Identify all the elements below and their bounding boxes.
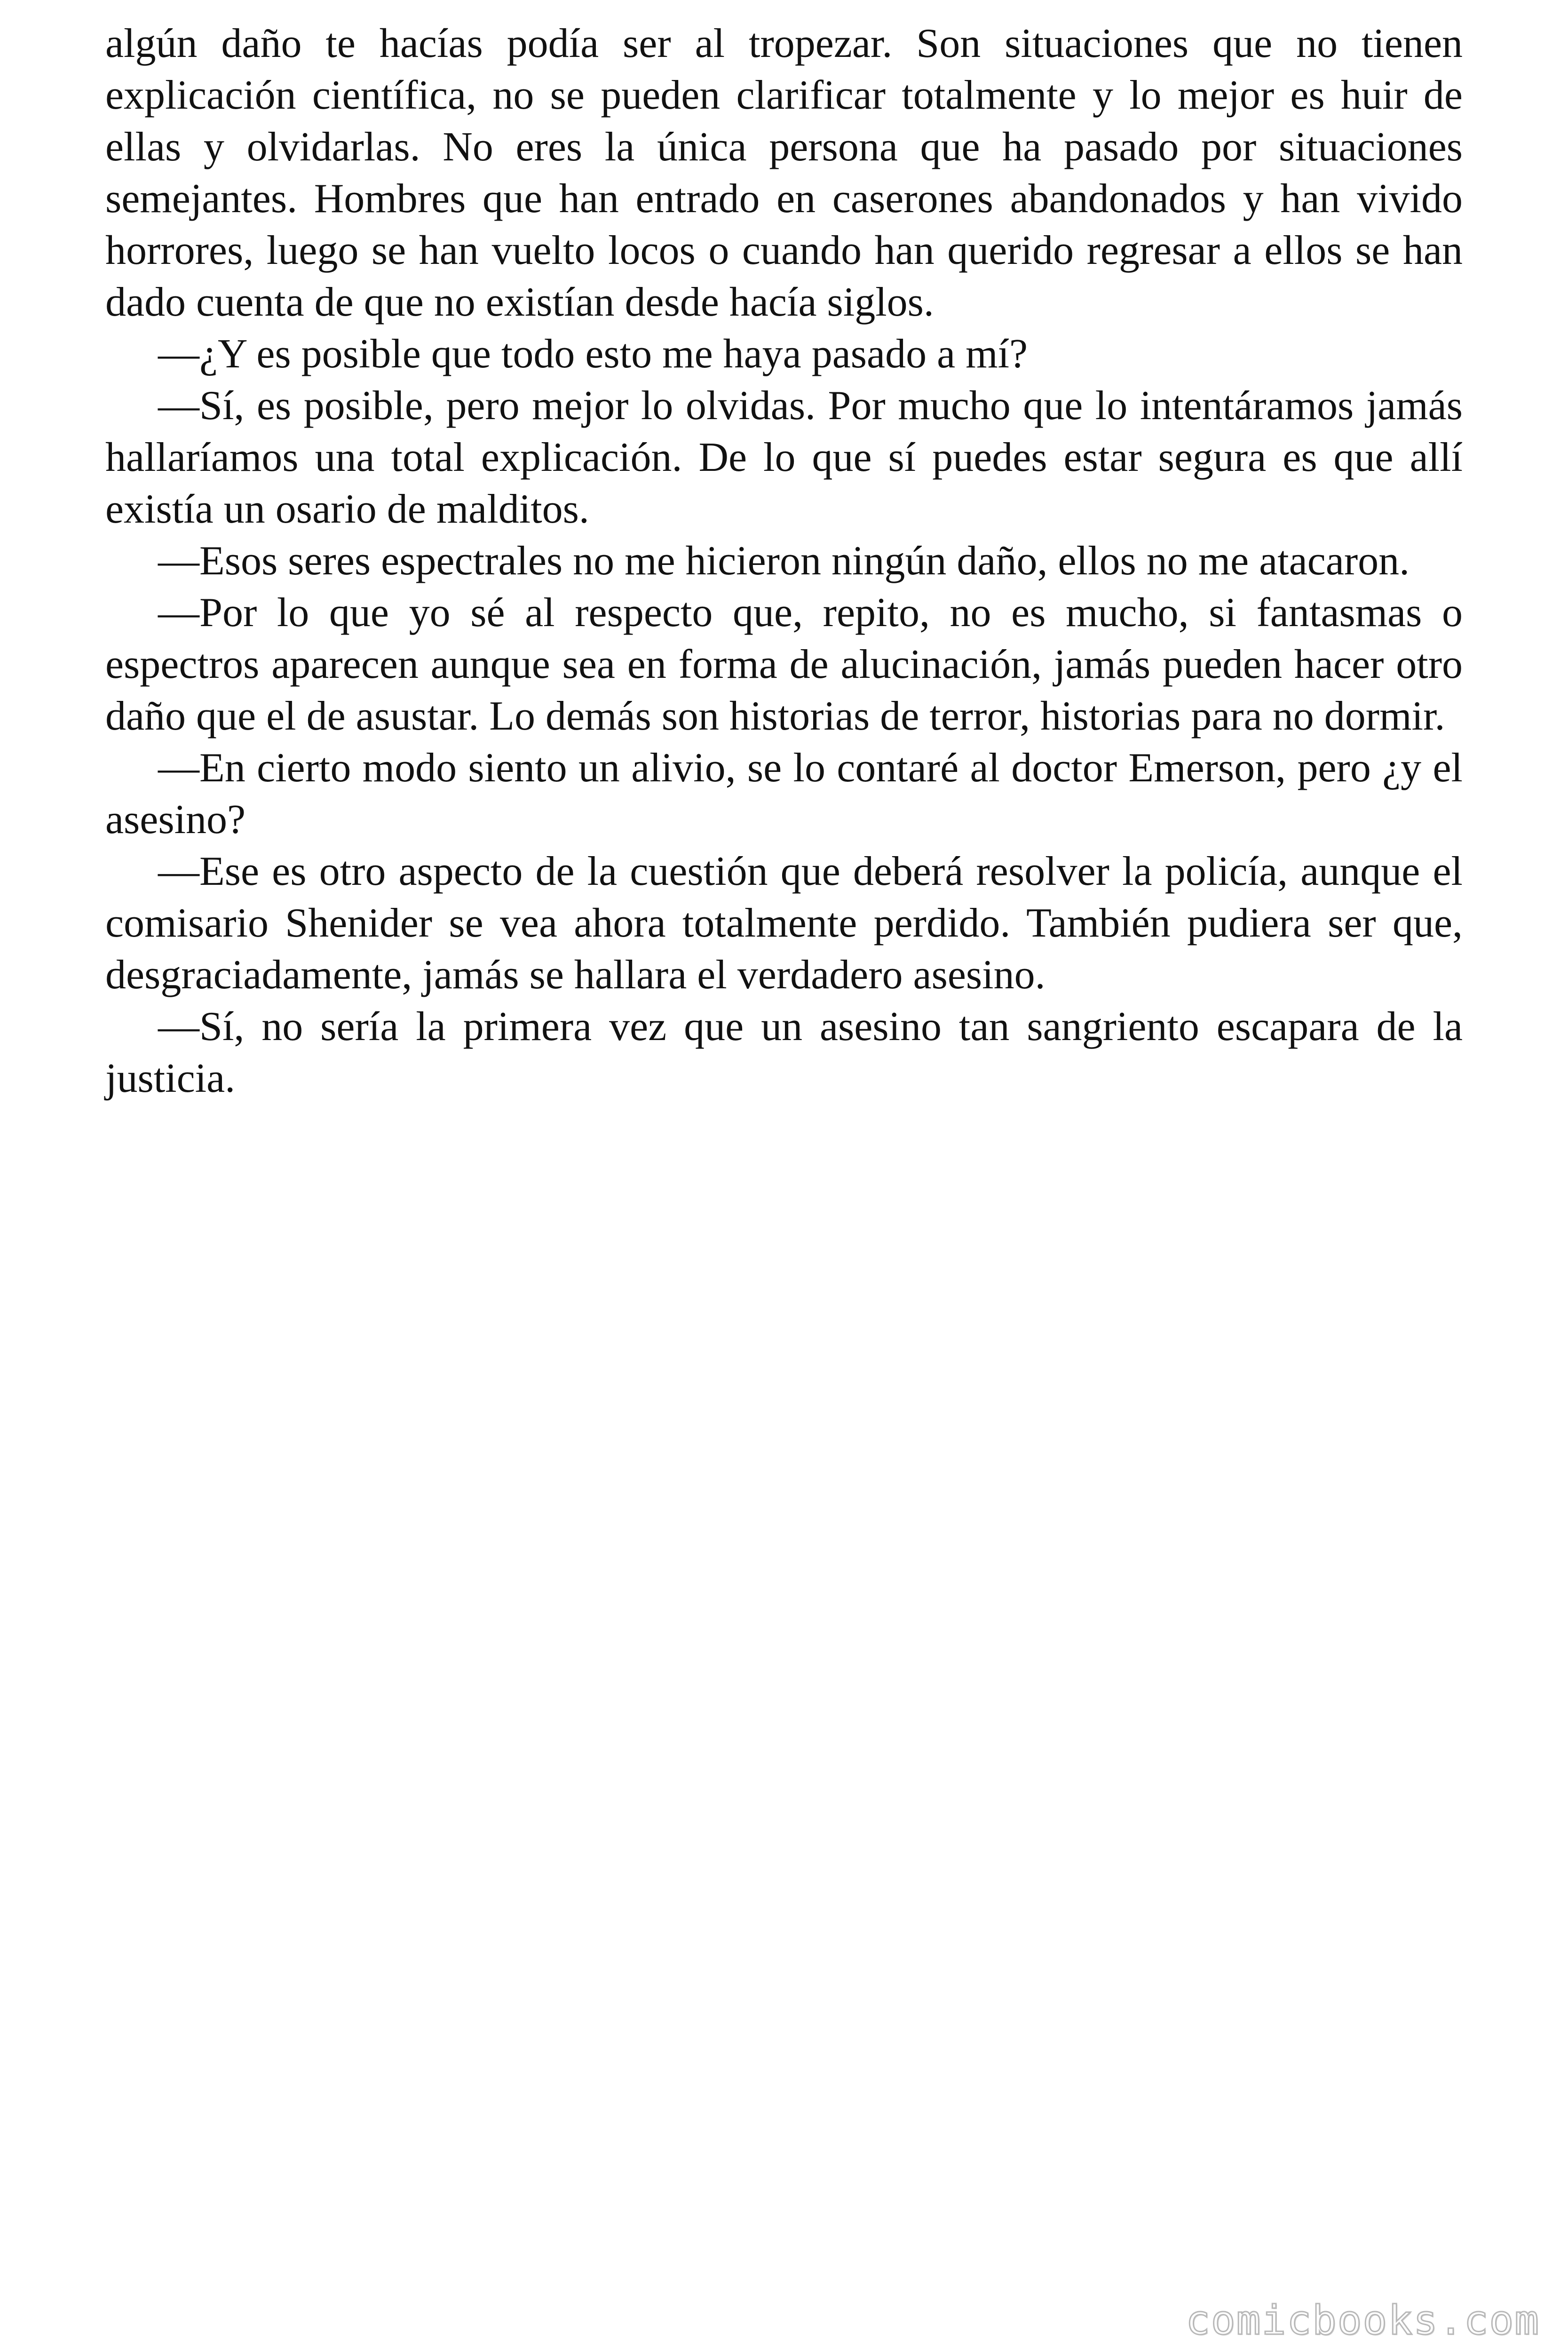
dialogue-paragraph: —Sí, es posible, pero mejor lo olvidas. Por mucho que lo intentáramos jamás hallaríamos una total explicación. De lo que sí puedes estar segura es que allí existía un osario de malditos. (105, 383, 1463, 532)
dialogue-paragraph: —Ese es otro aspecto de la cuestión que deberá resolver la policía, aunque el comisario Shenider se vea ahora totalmente perdido. También pudiera ser que, desgraciadamente, jamás se hallara el verdadero asesino. (105, 849, 1463, 998)
dialogue-paragraph: —En cierto modo siento un alivio, se lo contaré al doctor Emerson, pero ¿y el asesino? (105, 745, 1463, 842)
site-watermark: comicbooks.com (1186, 2297, 1540, 2344)
dialogue-paragraph: —Sí, no sería la primera vez que un asesino tan sangriento escapara de la justicia. (105, 1004, 1463, 1101)
dialogue-paragraph: —Por lo que yo sé al respecto que, repito, no es mucho, si fantasmas o espectros aparecen aunque sea en forma de alucinación, jamás pueden hacer otro daño que el de asustar. Lo demás son historias de terror, historias para no dormir. (105, 590, 1463, 739)
dialogue-paragraph: —Esos seres espectrales no me hicieron ningún daño, ellos no me atacaron. (158, 538, 1410, 584)
body-text (105, 18, 1463, 1104)
paragraph-continuation: algún daño te hacías podía ser al tropezar. Son situaciones que no tienen explicación científica, no se pueden clarificar totalmente y lo mejor es huir de ellas y olvidarlas. No eres la única persona que ha pasado por situaciones semejantes. Hombres que han entrado en caserones abandonados y han vivido horrores, luego se han vuelto locos o cuando han querido regresar a ellos se han dado cuenta de que no existían desde hacía siglos. (105, 21, 1463, 325)
dialogue-paragraph: —¿Y es posible que todo esto me haya pasado a mí? (158, 331, 1028, 377)
